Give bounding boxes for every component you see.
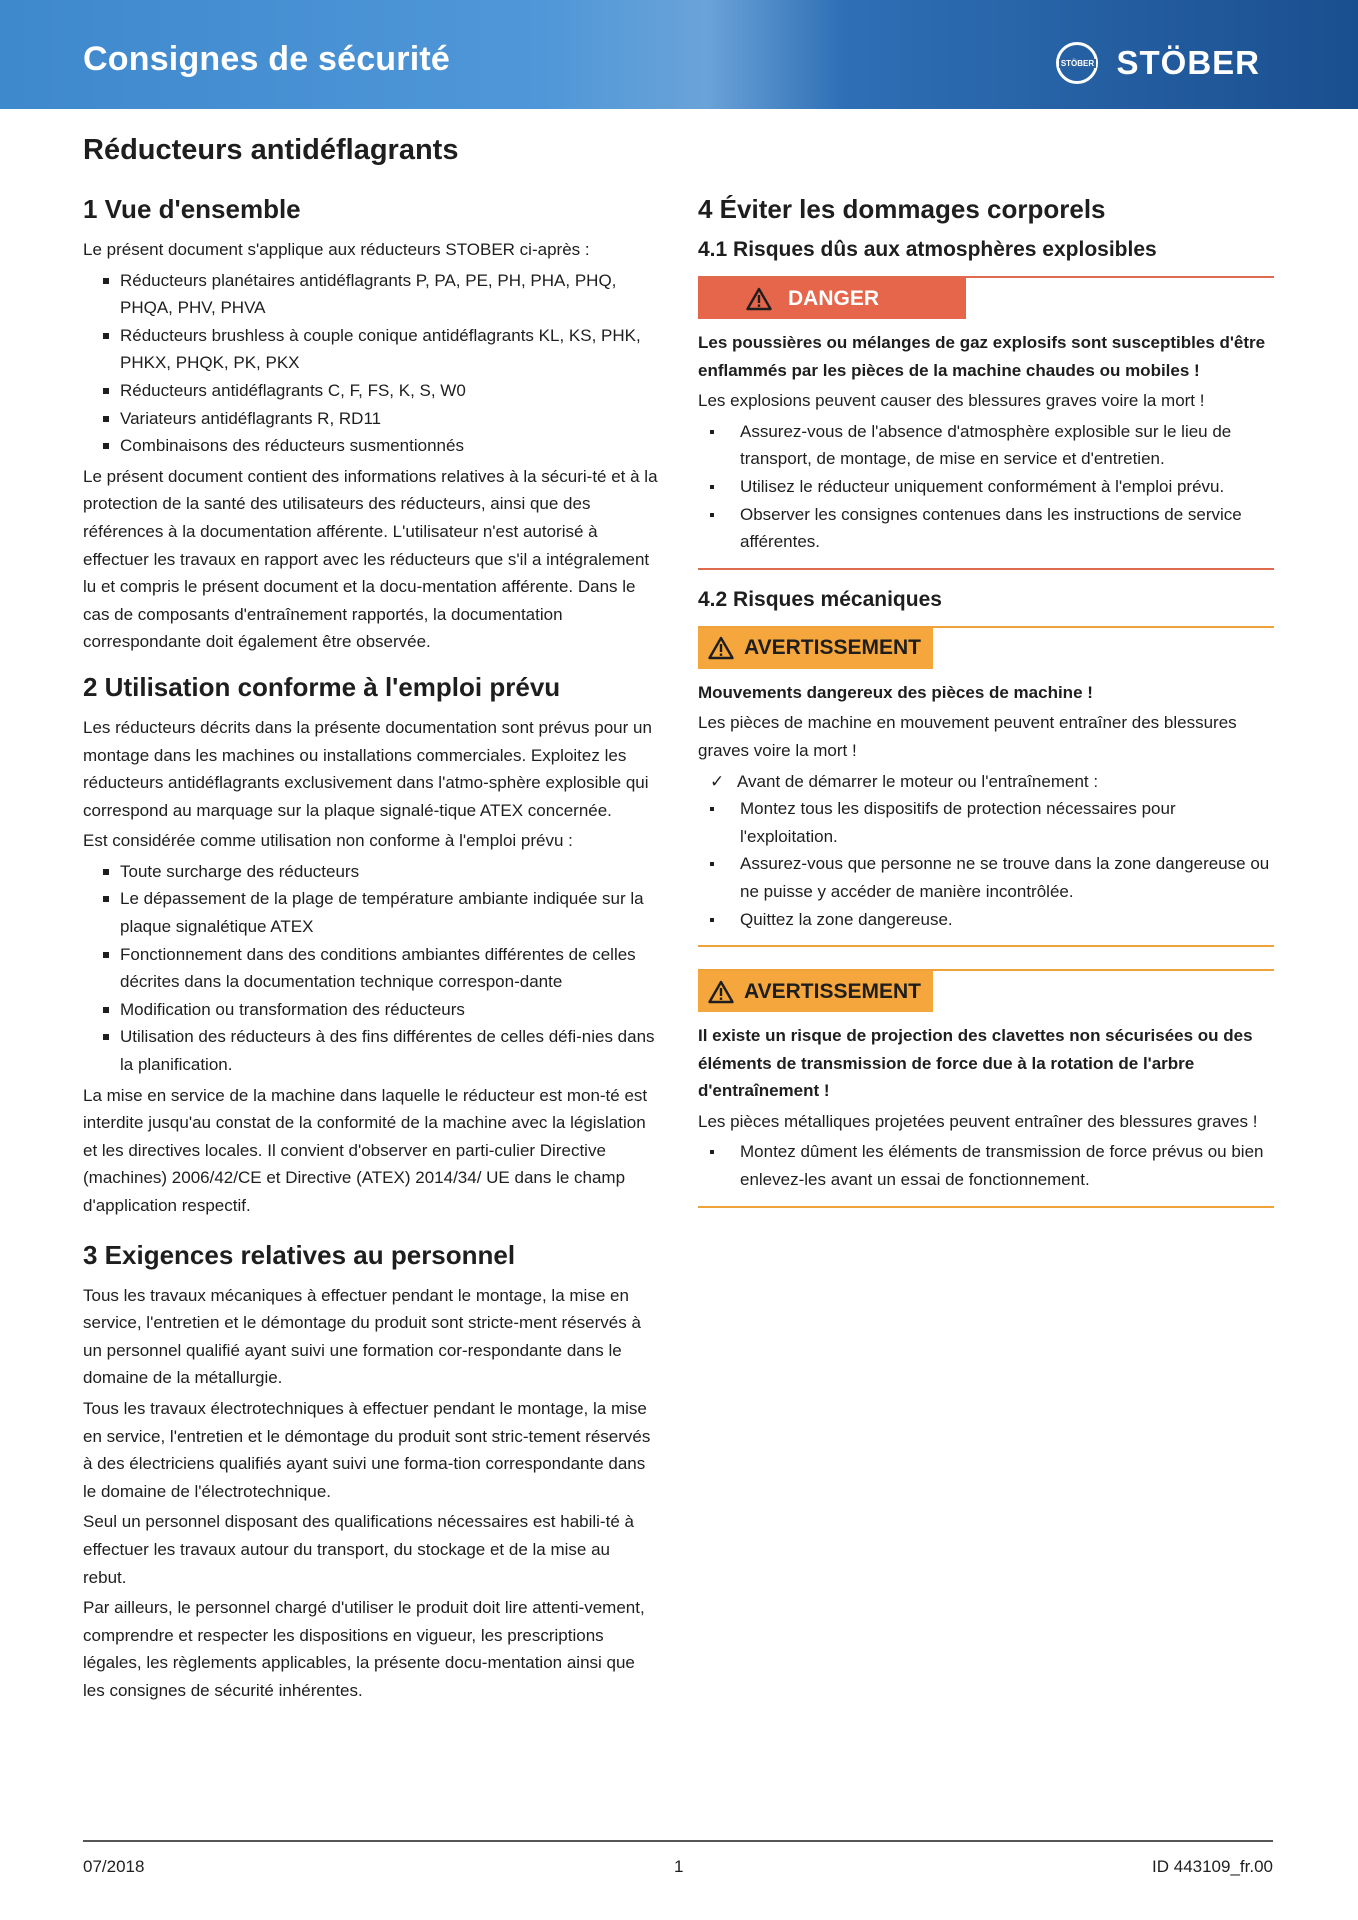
section-4-1-heading: 4.1 Risques dûs aux atmosphères explosibles bbox=[698, 238, 1157, 261]
danger-bottom-rule bbox=[698, 568, 1274, 570]
list-item: Variateurs antidéflagrants R, RD11 bbox=[83, 405, 658, 433]
list-item: Assurez-vous que personne ne se trouve dans la zone dangereuse ou ne puisse y accéder de manière incontrôlée. bbox=[698, 850, 1274, 905]
section-2-paragraph-3: La mise en service de la machine dans laquelle le réducteur est mon-té est interdite jusqu'au constat de la conformité de la machine avec la législation et les directives locales. Il convient d'observer en parti-culier Directive (machines) 2006/42/CE et Directive (ATEX) 2014/34/ UE dans le champ d'application respectif. bbox=[83, 1085, 648, 1215]
list-item: Le dépassement de la plage de température ambiante indiquée sur la plaque signalétique ATEX bbox=[83, 885, 658, 940]
footer-divider bbox=[83, 1840, 1273, 1842]
danger-badge-label: DANGER bbox=[788, 286, 880, 310]
danger-list bbox=[698, 418, 1274, 556]
list-item: Montez tous les dispositifs de protection nécessaires pour l'exploitation. bbox=[698, 795, 1274, 850]
section-4-2-heading: 4.2 Risques mécaniques bbox=[698, 587, 942, 611]
warning-2-bold-text: Il existe un risque de projection des clavettes non sécurisées ou des éléments de transmission de force due à la rotation de l'arbre d'entraînement ! bbox=[698, 1026, 1253, 1101]
section-4-heading: 4 Éviter les dommages corporels bbox=[698, 194, 1106, 224]
warning-2-badge bbox=[698, 971, 933, 1012]
list-item: Modification ou transformation des réducteurs bbox=[83, 996, 658, 1024]
warning-1-list bbox=[698, 795, 1274, 933]
list-item: Réducteurs antidéflagrants C, F, FS, K, S, W0 bbox=[83, 377, 658, 405]
list-item: Utilisez le réducteur uniquement conformément à l'emploi prévu. bbox=[698, 473, 1274, 501]
list-item: Assurez-vous de l'absence d'atmosphère explosible sur le lieu de transport, de montage, de mise en service et d'entretien. bbox=[698, 418, 1274, 473]
section-3-paragraph-4: Par ailleurs, le personnel chargé d'utiliser le produit doit lire attenti-vement, comprendre et respecter les dispositions en vigueur, les prescriptions légales, les règlements applicables, la présente docu-mentation ainsi que les consignes de sécurité inhérentes. bbox=[83, 1598, 645, 1700]
section-2-list bbox=[83, 858, 658, 1079]
danger-bold-text: Les poussières ou mélanges de gaz explosifs sont susceptibles d'être enflammés par les pièces de la machine chaudes ou mobiles ! bbox=[698, 333, 1266, 380]
warning-1-text: Les pièces de machine en mouvement peuvent entraîner des blessures graves voire la mort ! bbox=[698, 713, 1237, 760]
list-item: Observer les consignes contenues dans les instructions de service afférentes. bbox=[698, 501, 1274, 556]
stober-logo bbox=[1056, 42, 1260, 84]
logo-text: STÖBER bbox=[1116, 44, 1260, 81]
section-1-heading: 1 Vue d'ensemble bbox=[83, 194, 301, 224]
section-3-paragraph-1: Tous les travaux mécaniques à effectuer pendant le montage, la mise en service, l'entretien et le démontage du produit sont stricte-ment réservés à un personnel qualifié ayant suivi une formation cor-respondante dans le domaine de la métallurgie. bbox=[83, 1285, 641, 1388]
danger-text: Les explosions peuvent causer des blessures graves voire la mort ! bbox=[698, 391, 1205, 411]
warning-2-list bbox=[698, 1138, 1274, 1193]
warning-1-badge-label: AVERTISSEMENT bbox=[744, 636, 921, 660]
list-item: Utilisation des réducteurs à des fins différentes de celles défi-nies dans la planification. bbox=[83, 1023, 658, 1078]
danger-badge bbox=[698, 278, 966, 319]
footer-date: 07/2018 bbox=[83, 1857, 145, 1876]
stober-logo-mark bbox=[1056, 42, 1098, 84]
warning-2-bottom-rule bbox=[698, 1206, 1274, 1208]
warning-1-bottom-rule bbox=[698, 945, 1274, 947]
warning-2-text: Les pièces métalliques projetées peuvent entraîner des blessures graves ! bbox=[698, 1111, 1258, 1131]
list-item: Montez dûment les éléments de transmission de force prévus ou bien enlevez-les avant un essai de fonctionnement. bbox=[698, 1138, 1274, 1193]
warning-1-bold-text: Mouvements dangereux des pièces de machine ! bbox=[698, 682, 1093, 702]
warning-2-badge-label: AVERTISSEMENT bbox=[744, 979, 921, 1003]
section-2-heading: 2 Utilisation conforme à l'emploi prévu bbox=[83, 671, 561, 702]
list-item: Réducteurs brushless à couple conique antidéflagrants KL, KS, PHK, PHKX, PHQK, PK, PKX bbox=[83, 322, 658, 377]
section-2-paragraph-2: Est considérée comme utilisation non conforme à l'emploi prévu : bbox=[83, 831, 573, 851]
section-3-heading: 3 Exigences relatives au personnel bbox=[83, 1239, 516, 1270]
warning-1-badge bbox=[698, 628, 933, 669]
section-1-body: Le présent document contient des informations relatives à la sécuri-té et à la protection de la santé des utilisateurs des réducteurs, ainsi que des références à la documentation afférente. L'utilisateur n'est autorisé à effectuer les travaux en rapport avec les réducteurs que s'il a intégralement lu et compris le présent document et la docu-mentation afférente. Dans le cas de composants d'entraînement rapportés, la documentation correspondante doit également être observée. bbox=[83, 466, 658, 652]
warning-triangle-icon bbox=[746, 287, 772, 311]
footer-page-number: 1 bbox=[674, 1857, 684, 1876]
footer-doc-id: ID 443109_fr.00 bbox=[1152, 1857, 1273, 1876]
list-item: Combinaisons des réducteurs susmentionnés bbox=[83, 432, 658, 460]
section-2-paragraph-1: Les réducteurs décrits dans la présente documentation sont prévus pour un montage dans les machines ou installations commerciales. Exploitez les réducteurs antidéflagrants exclusivement dans l'atmo-sphère explosible qui correspond au marquage sur la plaque signalé-tique ATEX concernée. bbox=[83, 717, 652, 820]
header-title: Consignes de sécurité bbox=[83, 40, 450, 78]
warning-1-precondition bbox=[698, 768, 1274, 796]
page-header bbox=[0, 0, 1358, 109]
list-item: Fonctionnement dans des conditions ambiantes différentes de celles décrites dans la documentation technique correspon-dante bbox=[83, 941, 658, 996]
right-column bbox=[698, 192, 1274, 1208]
page-title: Réducteurs antidéflagrants bbox=[83, 134, 459, 166]
list-item: Toute surcharge des réducteurs bbox=[83, 858, 658, 886]
checkmark-icon: ✓ bbox=[710, 771, 725, 791]
list-item: Réducteurs planétaires antidéflagrants P, PA, PE, PH, PHA, PHQ, PHQA, PHV, PHVA bbox=[83, 267, 658, 322]
precondition-text: Avant de démarrer le moteur ou l'entraînement : bbox=[737, 771, 1099, 791]
warning-triangle-icon bbox=[708, 636, 734, 660]
section-3-paragraph-2: Tous les travaux électrotechniques à effectuer pendant le montage, la mise en service, l'entretien et le démontage du produit sont stric-tement réservés à des électriciens qualifiés ayant suivi une forma-tion correspondante dans le domaine de l'électrotechnique. bbox=[83, 1398, 651, 1501]
logo-mark-text: STÖBER bbox=[1060, 58, 1095, 68]
section-3-paragraph-3: Seul un personnel disposant des qualifications nécessaires est habili-té à effectuer les travaux autour du transport, du stockage et de la mise au rebut. bbox=[83, 1512, 634, 1587]
warning-triangle-icon bbox=[708, 980, 734, 1004]
left-column bbox=[83, 192, 658, 1708]
section-1-list bbox=[83, 267, 658, 460]
list-item: Quittez la zone dangereuse. bbox=[698, 906, 1274, 934]
section-1-intro: Le présent document s'applique aux réducteurs STOBER ci-après : bbox=[83, 240, 590, 259]
